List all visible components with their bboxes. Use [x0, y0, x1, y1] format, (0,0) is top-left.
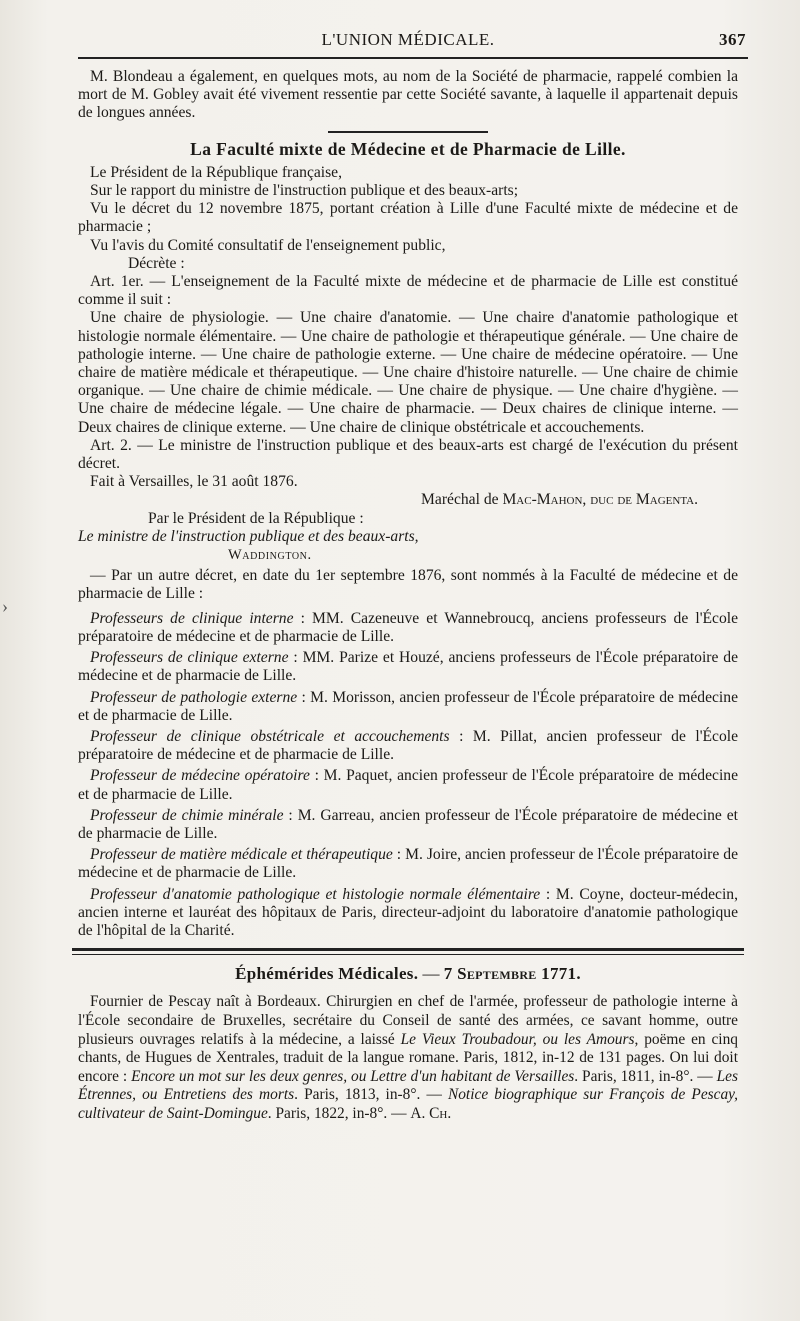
decree-line-3: Vu le décret du 12 novembre 1875, portant création à Lille d'une Faculté mixte de médecine et de pharmacie ; — [78, 200, 738, 236]
minister-title: Le ministre de l'instruction publique et des beaux-arts, — [78, 527, 419, 545]
second-decree: — Par un autre décret, en date du 1er septembre 1876, sont nommés à la Faculté de médecine et de pharmacie de Lille : — [78, 567, 738, 603]
signed-at: Fait à Versailles, le 31 août 1876. — [90, 473, 298, 491]
section-heading: La Faculté mixte de Médecine et de Pharmacie de Lille. — [190, 138, 626, 159]
ephemerides-text: Fournier de Pescay naît à Bordeaux. Chirurgien en chef de l'armée, professeur de pathologie interne à l'École secondaire de Bruxelles, secrétaire du Conseil de santé des armées, ce savant homme, outre plusieurs ouvrages relatifs à la médecine, a laissé Le Vieux Troubadour, ou les Amours, poëme en cinq chants, de Hugues de Xentrales, traduit de la langue romane. Paris, 1812, in-12 de 131 pages. On lui doit encore : Encore un mot sur les deux genres, ou Lettre d'un habitant de Versailles. Paris, 1811, in-8°. — Les Étrennes, ou Entretiens des morts. Paris, 1813, in-8°. — Notice biographique sur François de Pescay, cultivateur de Saint-Domingue. Paris, 1822, in-8°. — A. Ch. — [78, 993, 738, 1122]
decree-line-1: Le Président de la République française, — [90, 163, 343, 181]
minister-name: Waddington. — [228, 547, 312, 564]
ephemerides-heading: Éphémérides Médicales. — 7 Septembre 1771. — [235, 964, 581, 984]
decree-decrete: Décrète : — [128, 254, 185, 272]
running-head — [78, 30, 746, 52]
article-body — [78, 68, 738, 1124]
section-divider — [328, 131, 488, 133]
nomination-1: Professeurs de clinique interne : MM. Cazeneuve et Wannebroucq, anciens professeurs de l'École préparatoire de médecine et de pharmacie de Lille. — [78, 609, 739, 645]
paragraph-blondeau: M. Blondeau a également, en quelques mots, au nom de la Société de pharmacie, rappelé combien la mort de M. Gobley avait été vivement ressentie par cette Société savante, à laquelle il appartenait depuis de longues années. — [78, 68, 738, 122]
journal-title: L'UNION MÉDICALE. — [321, 30, 495, 49]
nomination-7: Professeur de matière médicale et thérapeutique : M. Joire, ancien professeur de l'École préparatoire de médecine et de pharmacie de Lille. — [78, 846, 738, 882]
decree-line-4: Vu l'avis du Comité consultatif de l'enseignement public, — [90, 236, 446, 254]
article-1: Art. 1er. — L'enseignement de la Faculté mixte de médecine et de pharmacie de Lille est constitué comme il suit : — [78, 273, 738, 309]
nomination-8: Professeur d'anatomie pathologique et histologie normale élémentaire : M. Coyne, docteur-médecin, ancien interne et lauréat des hôpitaux de Paris, directeur-adjoint du laboratoire d'anatomie pathologique de l'hôpital de la Charité. — [78, 885, 738, 939]
nomination-5: Professeur de médecine opératoire : M. Paquet, ancien professeur de l'École préparatoire de médecine et de pharmacie de Lille. — [78, 767, 738, 803]
ephemerides-divider — [72, 948, 744, 955]
decree-line-2: Sur le rapport du ministre de l'instruction publique et des beaux-arts; — [90, 182, 519, 200]
nomination-6: Professeur de chimie minérale : M. Garreau, ancien professeur de l'École préparatoire de médecine et de pharmacie de Lille. — [78, 806, 738, 842]
nomination-3: Professeur de pathologie externe : M. Morisson, ancien professeur de l'École préparatoire de médecine et de pharmacie de Lille. — [78, 688, 738, 724]
page-number: 367 — [719, 30, 746, 49]
par-le-president: Par le Président de la République : — [148, 509, 364, 527]
header-rule — [78, 57, 748, 59]
signature-president: Maréchal de Mac-Mahon, duc de Magenta. — [421, 491, 698, 509]
nomination-4: Professeur de clinique obstétricale et accouchements : M. Pillat, ancien professeur de l'École préparatoire de médecine et de pharmacie de Lille. — [78, 727, 739, 764]
nomination-2: Professeurs de clinique externe : MM. Parize et Houzé, anciens professeurs de l'École préparatoire de médecine et de pharmacie de Lille. — [78, 649, 738, 685]
margin-mark: › — [2, 596, 8, 616]
article-1-chairs: Une chaire de physiologie. — Une chaire d'anatomie. — Une chaire d'anatomie pathologique et histologie normale élémentaire. — Une chaire de pathologie et thérapeutique générale. — Une chaire de pathologie interne. — Une chaire de pathologie externe. — Une chaire de médecine opératoire. — Une chaire de matière médicale et thérapeutique. — Une chaire d'histoire naturelle. — Une chaire de chimie organique. — Une chaire de chimie médicale. — Une chaire de physique. — Une chaire d'hygiène. — Une chaire de médecine légale. — Une chaire de pharmacie. — Deux chaires de clinique interne. — Deux chaires de clinique externe. — Une chaire de clinique obstétricale et accouchements. — [78, 309, 738, 436]
article-2: Art. 2. — Le ministre de l'instruction publique et des beaux-arts est chargé de l'exécution du présent décret. — [78, 436, 738, 473]
